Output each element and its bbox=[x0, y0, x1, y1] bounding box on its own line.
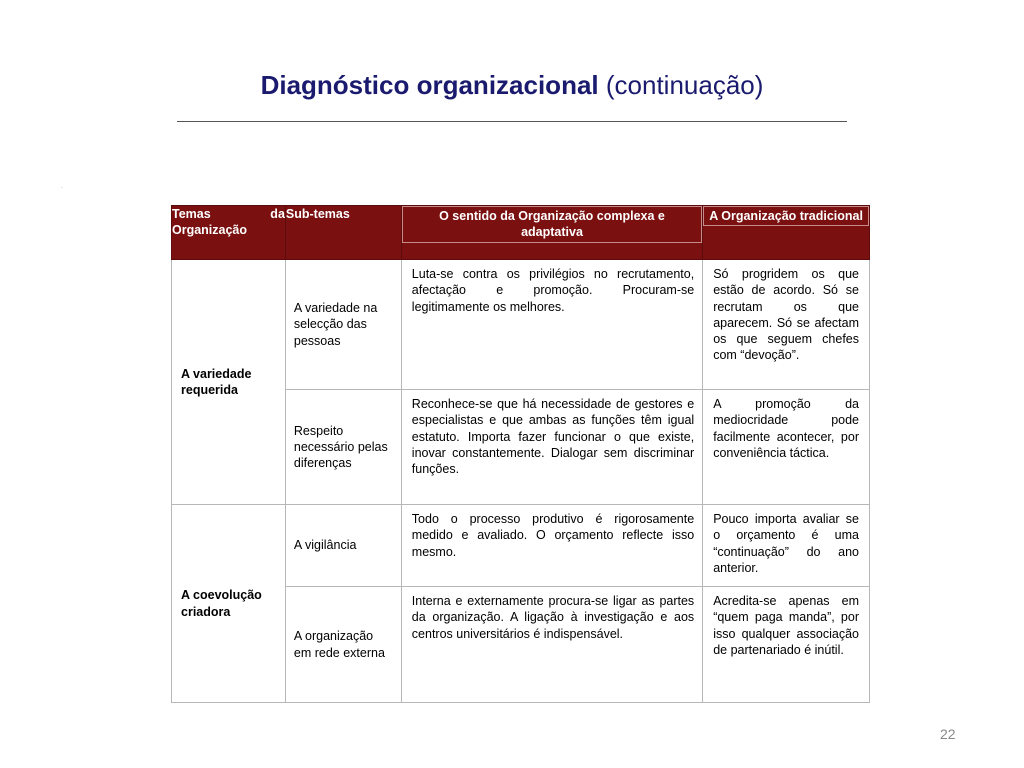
title-rest: (continuação) bbox=[605, 70, 764, 100]
header-traditional-org: A Organização tradicional bbox=[703, 206, 869, 226]
table-row bbox=[172, 260, 870, 390]
traditional-cell: Pouco importa avaliar se o orçamento é uma “continuação” do ano anterior. bbox=[703, 505, 870, 587]
complex-cell: Reconhece-se que há necessidade de gestores e especialistas e que ambas as funções têm igual estatuto. Importa fazer funcionar o que existe, inovar constantemente. Dialogar sem discriminar funções. bbox=[401, 390, 702, 505]
theme-cell: A variedade requerida bbox=[172, 260, 286, 505]
traditional-cell: Acredita-se apenas em “quem paga manda”, por isso qualquer associação de partenariado é inútil. bbox=[703, 587, 870, 703]
stray-dot: . bbox=[61, 184, 63, 190]
subtheme-cell: Respeito necessário pelas diferenças bbox=[285, 390, 401, 505]
complex-cell: Luta-se contra os privilégios no recrutamento, afectação e promoção. Procuram-se legitimamente os melhores. bbox=[401, 260, 702, 390]
title-divider bbox=[177, 121, 847, 122]
subtheme-cell: A vigilância bbox=[285, 505, 401, 587]
traditional-cell: Só progridem os que estão de acordo. Só se recrutam os que aparecem. Só se afectam os que seguem chefes com “devoção”. bbox=[703, 260, 870, 390]
title-bold: Diagnóstico organizacional bbox=[260, 70, 599, 100]
complex-cell: Todo o processo produtivo é rigorosamente medido e avaliado. O orçamento reflecte isso mesmo. bbox=[401, 505, 702, 587]
header-cell bbox=[401, 206, 702, 260]
table-row bbox=[172, 505, 870, 587]
header-cell bbox=[285, 206, 401, 260]
table-header-row bbox=[172, 206, 870, 260]
page-number: 22 bbox=[940, 726, 956, 742]
header-subthemes: Sub-temas bbox=[285, 207, 350, 221]
theme-cell: A coevolução criadora bbox=[172, 505, 286, 703]
slide-title bbox=[0, 68, 1024, 102]
header-cell bbox=[172, 206, 286, 260]
comparison-table bbox=[171, 205, 870, 703]
subtheme-cell: A variedade na selecção das pessoas bbox=[285, 260, 401, 390]
subtheme-cell: A organização em rede externa bbox=[285, 587, 401, 703]
header-complex-org: O sentido da Organização complexa e adaptativa bbox=[402, 206, 702, 243]
header-themes: Temas da Organização bbox=[172, 207, 285, 238]
complex-cell: Interna e externamente procura-se ligar as partes da organização. A ligação à investigação e aos centros universitários é indispensável. bbox=[401, 587, 702, 703]
header-cell bbox=[703, 206, 870, 260]
traditional-cell: A promoção da mediocridade pode facilmente acontecer, por conveniência táctica. bbox=[703, 390, 870, 505]
